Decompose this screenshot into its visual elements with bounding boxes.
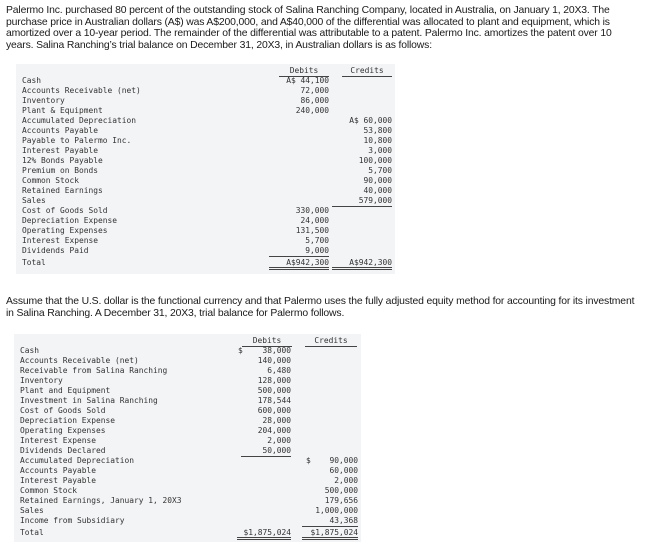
table-row	[14, 486, 361, 496]
debit-total: A$942,300	[269, 258, 329, 270]
table-row	[16, 76, 395, 86]
table-row	[14, 466, 361, 476]
debit-amount: 140,000	[257, 356, 291, 365]
table-row	[16, 226, 395, 236]
credit-amount: 3,000	[368, 146, 392, 155]
table-row	[14, 406, 361, 416]
account-name: Plant & Equipment	[22, 106, 103, 115]
table-row	[16, 246, 395, 256]
table-row	[14, 396, 361, 406]
credits-header: Credits	[342, 66, 392, 77]
table-row	[16, 156, 395, 166]
table-row	[14, 506, 361, 516]
debit-amount: 50,000	[241, 446, 291, 457]
table-row	[16, 116, 395, 126]
table-row	[16, 236, 395, 246]
debit-amount: 5,700	[305, 236, 329, 245]
credit-amount: 2,000	[334, 476, 358, 485]
salina-trial-balance-table	[16, 64, 395, 274]
account-name: Payable to Palermo Inc.	[22, 136, 132, 145]
total-label: Total	[20, 528, 44, 537]
debit-currency-sign: $	[238, 346, 243, 355]
debit-amount: 600,000	[257, 406, 291, 415]
debit-amount: 38,000	[262, 346, 291, 355]
table-row	[14, 446, 361, 456]
debit-amount: 131,500	[295, 226, 329, 235]
account-name: Retained Earnings, January 1, 20X3	[20, 496, 182, 505]
debit-amount: 2,000	[267, 436, 291, 445]
account-name: Premium on Bonds	[22, 166, 99, 175]
account-name: Investment in Salina Ranching	[20, 396, 158, 405]
table-row	[14, 426, 361, 436]
debit-amount: 72,000	[300, 86, 329, 95]
account-name: Interest Expense	[22, 236, 99, 245]
debit-total: $1,875,024	[237, 528, 291, 540]
credit-amount: 500,000	[324, 486, 358, 495]
table-row	[16, 186, 395, 196]
table-row	[16, 106, 395, 116]
table-row	[14, 356, 361, 366]
intro-paragraph: Palermo Inc. purchased 80 percent of the outstanding stock of Salina Ranching Company, located in Australia, on January 1, 20X3. The purchase price in Australian dollars (A$) was A$200,000, and A$40,000 of the differential was allocated to plant and equipment, which is amortized over a 10-year period. The remainder of the differential was attributable to a patent. Palermo Inc. amortizes the patent over 10 years. Salina Ranching’s trial balance on December 31, 20X3, in Australian dollars is as follows:	[6, 5, 612, 51]
account-name: Dividends Declared	[20, 446, 106, 455]
table-row	[16, 216, 395, 226]
table-row	[14, 376, 361, 386]
credit-amount: 179,656	[324, 496, 358, 505]
table-row	[14, 366, 361, 376]
table-row	[14, 516, 361, 526]
debit-amount: A$ 44,100	[286, 76, 329, 85]
account-name: Interest Payable	[20, 476, 97, 485]
account-name: Operating Expenses	[20, 426, 106, 435]
table-row	[14, 496, 361, 506]
credit-total: $1,875,024	[302, 528, 358, 540]
total-row	[14, 528, 361, 538]
table-row	[16, 96, 395, 106]
credit-currency-sign: $	[306, 456, 311, 465]
account-name: Depreciation Expense	[22, 216, 118, 225]
debits-header: Debits	[279, 66, 329, 77]
debit-amount: 500,000	[257, 386, 291, 395]
table-row	[16, 196, 395, 206]
credit-amount: 100,000	[358, 156, 392, 165]
credit-amount: 60,000	[329, 466, 358, 475]
table-row	[16, 136, 395, 146]
table-row	[14, 436, 361, 446]
account-name: 12% Bonds Payable	[22, 156, 103, 165]
account-name: Accounts Payable	[20, 466, 97, 475]
table-row	[14, 386, 361, 396]
account-name: Cash	[22, 76, 42, 85]
total-label: Total	[22, 258, 46, 267]
table-row	[14, 476, 361, 486]
account-name: Accumulated Depreciation	[22, 116, 137, 125]
debit-amount: 86,000	[300, 96, 329, 105]
account-name: Plant and Equipment	[20, 386, 111, 395]
debit-amount: 204,000	[257, 426, 291, 435]
debit-amount: 240,000	[295, 106, 329, 115]
middle-paragraph: Assume that the U.S. dollar is the functional currency and that Palermo uses the fully adjusted equity method for accounting for its investment in Salina Ranching. A December 31, 20X3, trial balance for Palermo follows.	[6, 296, 635, 319]
account-name: Sales	[22, 196, 46, 205]
debit-amount: 330,000	[295, 206, 329, 215]
credit-amount: 10,800	[363, 136, 392, 145]
account-name: Cost of Goods Sold	[20, 406, 106, 415]
account-name: Cash	[20, 346, 40, 355]
account-name: Income from Subsidiary	[20, 516, 125, 525]
table-row	[14, 456, 361, 466]
table-row	[16, 206, 395, 216]
table-row	[16, 86, 395, 96]
account-name: Cost of Goods Sold	[22, 206, 108, 215]
credit-amount: 1,000,000	[315, 506, 358, 515]
table-row	[16, 146, 395, 156]
debit-amount: 9,000	[269, 246, 329, 257]
credit-amount: 90,000	[363, 176, 392, 185]
account-name: Depreciation Expense	[20, 416, 116, 425]
credit-amount: 90,000	[329, 456, 358, 465]
account-name: Accounts Receivable (net)	[20, 356, 139, 365]
credit-amount: 40,000	[363, 186, 392, 195]
credit-amount: 53,800	[363, 126, 392, 135]
account-name: Accounts Payable	[22, 126, 99, 135]
credit-total: A$942,300	[332, 258, 392, 270]
credit-amount: 579,000	[332, 196, 392, 207]
debit-amount: 24,000	[300, 216, 329, 225]
account-name: Dividends Paid	[22, 246, 89, 255]
account-name: Accumulated Depreciation	[20, 456, 135, 465]
account-name: Interest Expense	[20, 436, 97, 445]
table-row	[16, 176, 395, 186]
account-name: Inventory	[20, 376, 63, 385]
debit-amount: 128,000	[257, 376, 291, 385]
debits-header: Debits	[242, 336, 292, 347]
debit-amount: 178,544	[257, 396, 291, 405]
account-name: Receivable from Salina Ranching	[20, 366, 168, 375]
account-name: Sales	[20, 506, 44, 515]
table-row	[16, 166, 395, 176]
credit-amount: A$ 60,000	[349, 116, 392, 125]
account-name: Accounts Receivable (net)	[22, 86, 141, 95]
account-name: Inventory	[22, 96, 65, 105]
credits-header: Credits	[305, 336, 357, 347]
palermo-trial-balance-table	[14, 334, 361, 542]
account-name: Operating Expenses	[22, 226, 108, 235]
credit-amount: 5,700	[368, 166, 392, 175]
table-row	[14, 416, 361, 426]
account-name: Common Stock	[20, 486, 78, 495]
debit-amount: 6,480	[267, 366, 291, 375]
account-name: Retained Earnings	[22, 186, 103, 195]
debit-amount: 28,000	[262, 416, 291, 425]
account-name: Common Stock	[22, 176, 80, 185]
table-row	[14, 346, 361, 356]
credit-amount: 43,368	[302, 516, 358, 527]
account-name: Interest Payable	[22, 146, 99, 155]
total-row	[16, 258, 395, 268]
table-row	[16, 126, 395, 136]
